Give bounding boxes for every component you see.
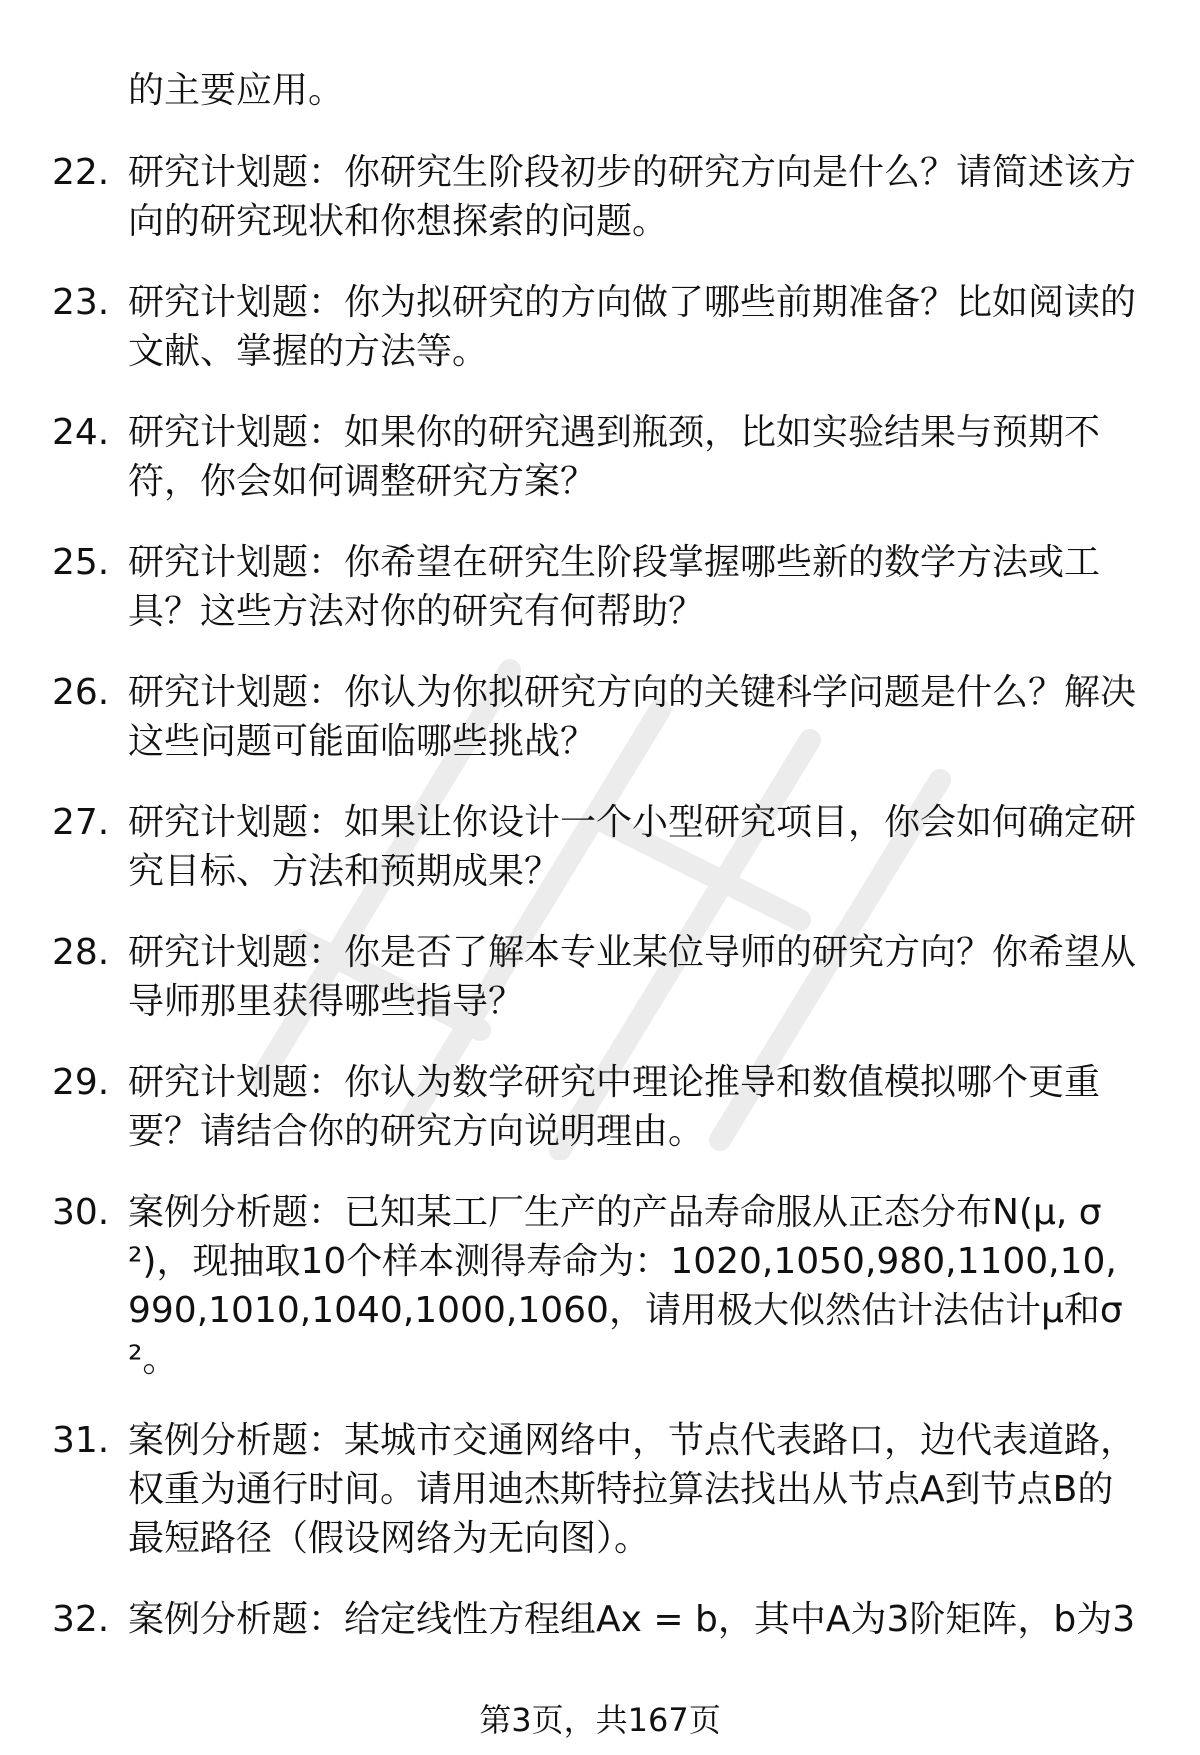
question-number: 22. (52, 152, 110, 193)
question-text: 研究计划题：你认为数学研究中理论推导和数值模拟哪个更重要？请结合你的研究方向说明理由。 (128, 1062, 1101, 1152)
page-footer: 第3页，共167页 (479, 1701, 721, 1739)
question-item (0, 798, 1200, 896)
question-list (0, 148, 1200, 1676)
question-number: 28. (52, 932, 110, 973)
question-item (0, 408, 1200, 506)
question-number: 27. (52, 802, 110, 843)
continuation-text: 的主要应用。 (128, 70, 345, 111)
question-text: 案例分析题：已知某工厂生产的产品寿命服从正态分布N(μ, σ²)，现抽取10个样本测得寿命为：1020,1050,980,1100,10,990,1010,1040,1000,1060，请用极大似然估计法估计μ和σ²。 (128, 1192, 1123, 1380)
question-text: 研究计划题：你为拟研究的方向做了哪些前期准备？比如阅读的文献、掌握的方法等。 (128, 282, 1137, 372)
question-number: 23. (52, 282, 110, 323)
question-item (0, 538, 1200, 636)
question-item (0, 148, 1200, 246)
question-item (0, 1058, 1200, 1156)
question-item (0, 1416, 1200, 1563)
question-item (0, 928, 1200, 1026)
question-text: 研究计划题：你是否了解本专业某位导师的研究方向？你希望从导师那里获得哪些指导？ (128, 932, 1137, 1022)
question-text: 案例分析题：某城市交通网络中，节点代表路口，边代表道路，权重为通行时间。请用迪杰斯特拉算法找出从节点A到节点B的最短路径（假设网络为无向图）。 (128, 1420, 1137, 1559)
question-number: 24. (52, 412, 110, 453)
question-item (0, 668, 1200, 766)
question-number: 29. (52, 1062, 110, 1103)
question-number: 26. (52, 672, 110, 713)
question-text: 研究计划题：如果你的研究遇到瓶颈，比如实验结果与预期不符，你会如何调整研究方案？ (128, 412, 1101, 502)
question-number: 31. (52, 1420, 110, 1461)
question-text: 研究计划题：你研究生阶段初步的研究方向是什么？请简述该方向的研究现状和你想探索的问题。 (128, 152, 1137, 242)
question-text: 研究计划题：你希望在研究生阶段掌握哪些新的数学方法或工具？这些方法对你的研究有何帮助？ (128, 542, 1101, 632)
question-number: 30. (52, 1192, 110, 1233)
question-text: 案例分析题：给定线性方程组Ax = b，其中A为3阶矩阵，b为3 (128, 1599, 1136, 1640)
question-item (0, 1595, 1200, 1644)
question-item (0, 1188, 1200, 1384)
question-text: 研究计划题：你认为你拟研究方向的关键科学问题是什么？解决这些问题可能面临哪些挑战？ (128, 672, 1137, 762)
question-item (0, 278, 1200, 376)
question-number: 32. (52, 1599, 110, 1640)
question-number: 25. (52, 542, 110, 583)
question-text: 研究计划题：如果让你设计一个小型研究项目，你会如何确定研究目标、方法和预期成果？ (128, 802, 1137, 892)
